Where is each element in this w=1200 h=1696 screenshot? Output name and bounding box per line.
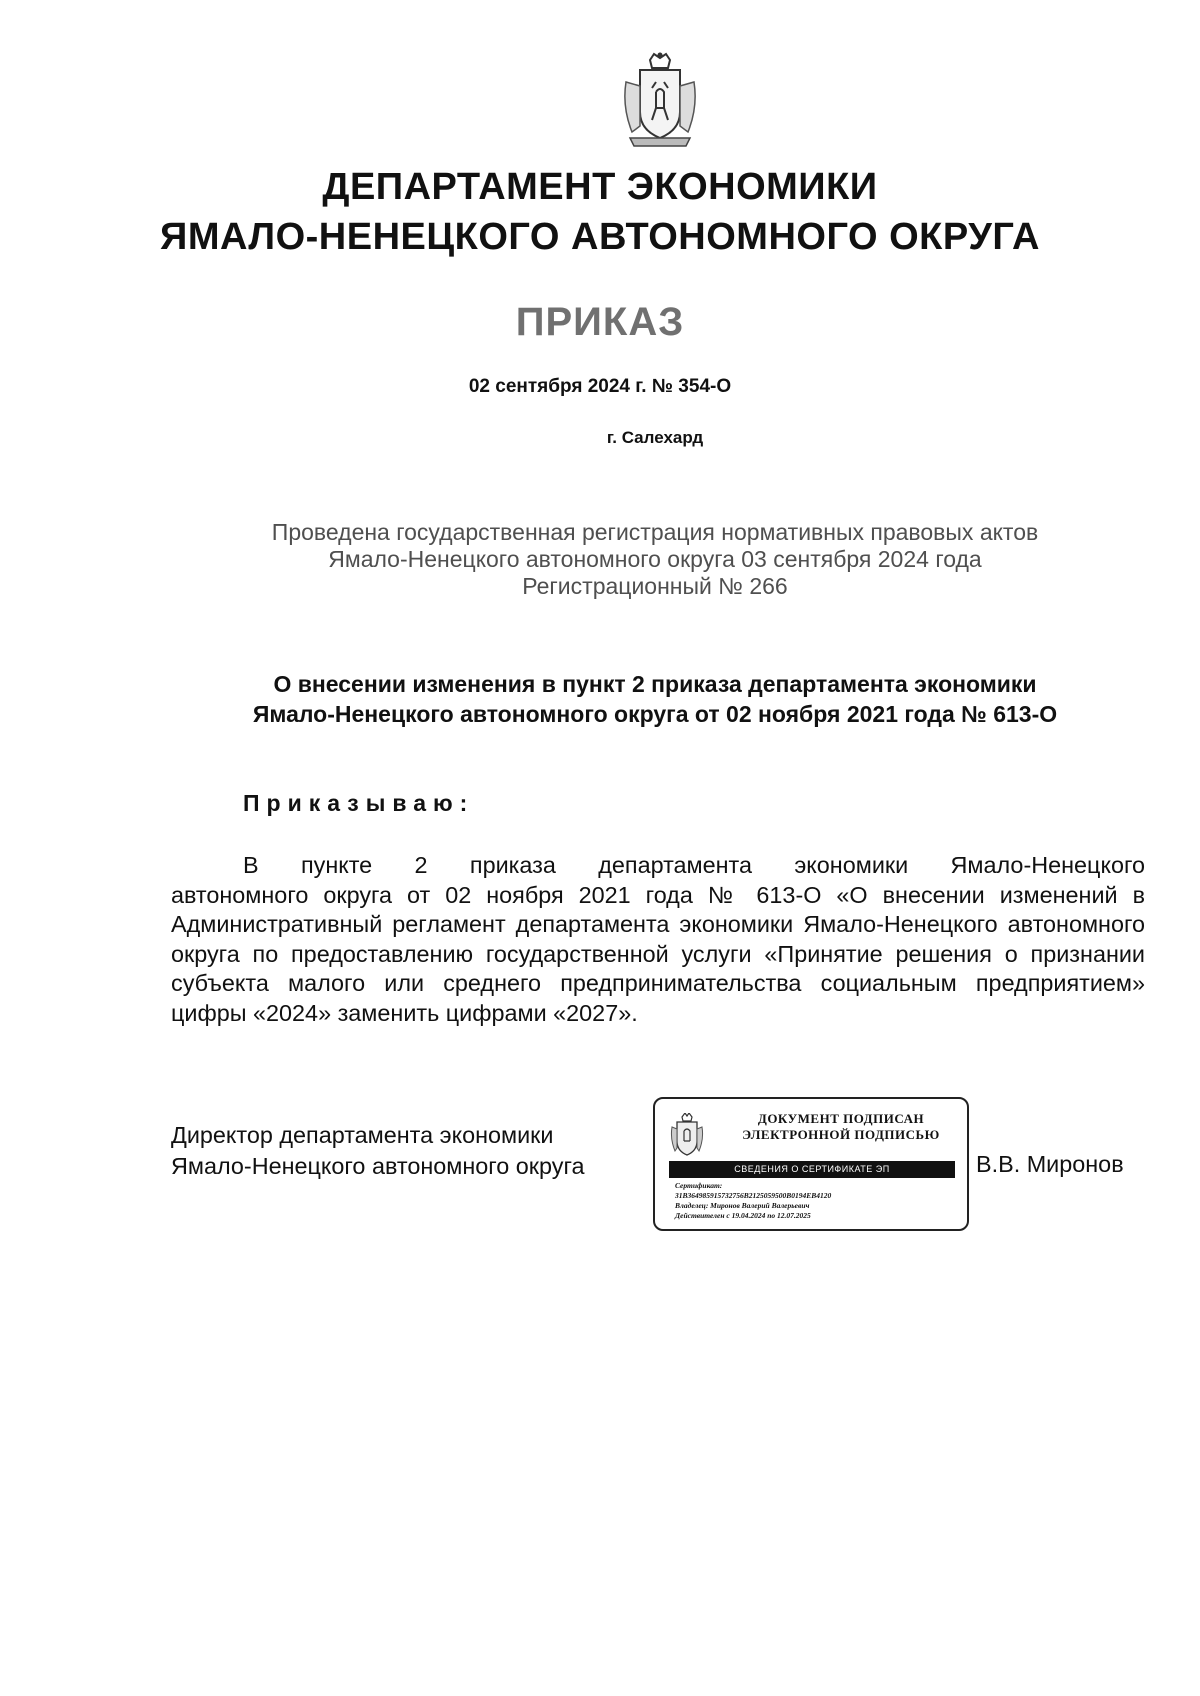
signer-name: В.В. Миронов — [976, 1151, 1124, 1177]
stamp-certificate-bar: СВЕДЕНИЯ О СЕРТИФИКАТЕ ЭП — [669, 1161, 955, 1178]
order-word: Приказываю: — [243, 790, 475, 816]
registration-note — [55, 519, 1200, 600]
coat-of-arms-emblem — [620, 52, 700, 150]
stamp-owner: Владелец: Миронов Валерий Валерьевич — [675, 1201, 810, 1210]
stamp-validity: Действителен с 19.04.2024 по 12.07.2025 — [675, 1211, 811, 1220]
stamp-emblem-icon — [669, 1113, 705, 1157]
signer-title-line1: Директор департамента экономики — [171, 1122, 554, 1148]
stamp-title-line1: ДОКУМЕНТ ПОДПИСАН — [757, 1111, 925, 1126]
department-title — [0, 162, 1200, 262]
department-title-line1: ДЕПАРТАМЕНТ ЭКОНОМИКИ — [322, 166, 878, 208]
department-title-line2: ЯМАЛО-НЕНЕЦКОГО АВТОНОМНОГО ОКРУГА — [160, 216, 1040, 258]
subject-line2: Ямало-Ненецкого автономного округа от 02 ноября 2021 года № 613-О — [252, 701, 1058, 727]
subject-line1: О внесении изменения в пункт 2 приказа департамента экономики — [273, 671, 1037, 697]
stamp-title — [721, 1111, 961, 1143]
electronic-signature-stamp — [653, 1097, 969, 1231]
registration-line3: Регистрационный № 266 — [522, 573, 788, 599]
registration-line1: Проведена государственная регистрация нормативных правовых актов — [271, 519, 1039, 545]
document-type: ПРИКАЗ — [515, 300, 685, 344]
document-city: г. Салехард — [606, 428, 704, 447]
registration-line2: Ямало-Ненецкого автономного округа 03 сентября 2024 года — [328, 546, 982, 572]
stamp-title-line2: ЭЛЕКТРОННОЙ ПОДПИСЬЮ — [742, 1127, 940, 1142]
stamp-certificate-details — [675, 1181, 961, 1221]
order-body-rest: автономного округа от 02 ноября 2021 года № 613-О «О внесении изменений в Административный регламент департамента экономики Ямало-Ненецкого автономного округа по предоставлению государственной услуги «Принятие решения о признании субъекта малого или среднего предпринимательства социальным предприятием» цифры «2024» заменить цифрами «2027». — [171, 881, 1145, 1026]
document-date-number: 02 сентября 2024 г. № 354-О — [468, 376, 732, 397]
order-body-first-line: В пункте 2 приказа департамента экономики Ямало-Ненецкого — [243, 852, 1145, 878]
stamp-certificate-label: Сертификат: — [675, 1181, 723, 1190]
signer-title-line2: Ямало-Ненецкого автономного округа — [171, 1153, 585, 1179]
stamp-certificate-number: 31B364985915732756B2125059500B0194EB4120 — [675, 1191, 832, 1200]
document-subject — [55, 669, 1200, 729]
signer-title — [171, 1120, 585, 1182]
order-body — [171, 851, 1145, 1028]
